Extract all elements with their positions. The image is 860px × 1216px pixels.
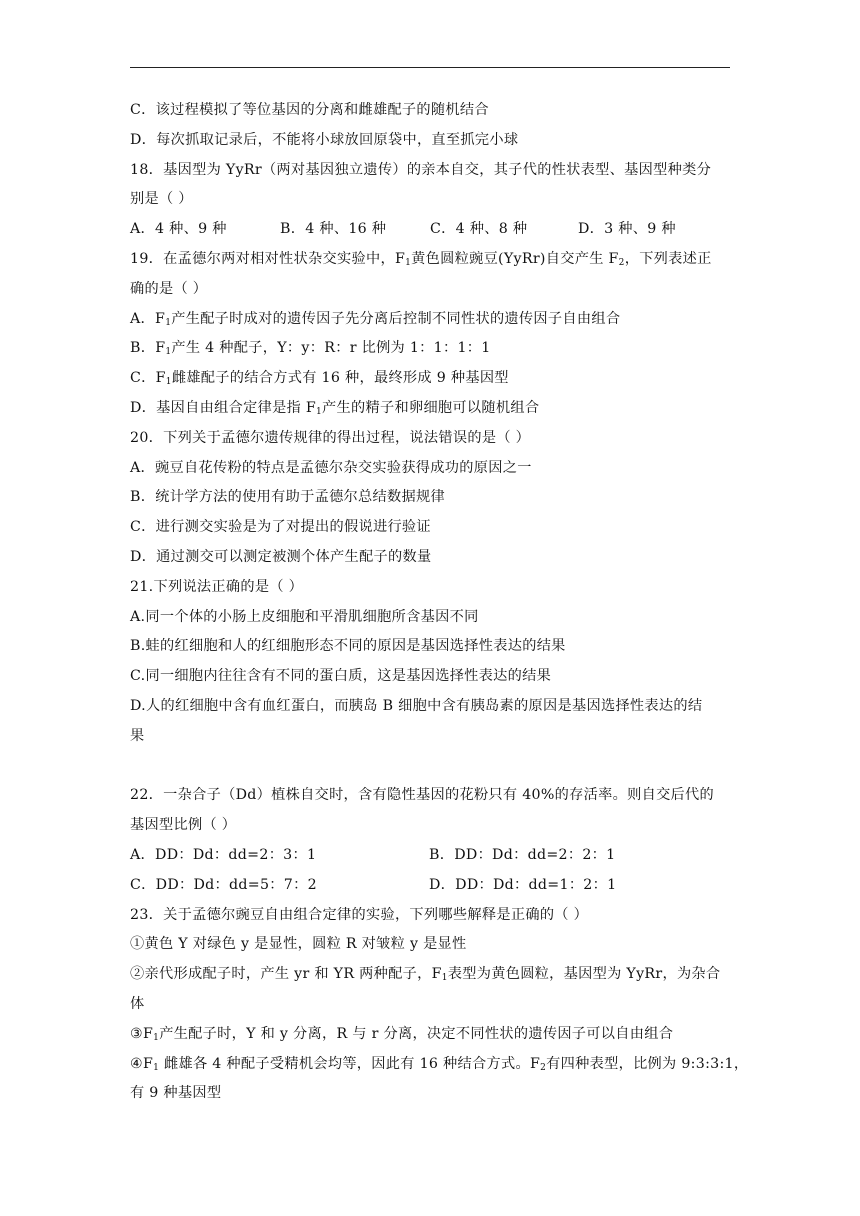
text-run: ，下列表述正 [624,250,712,267]
text-line [130,161,734,179]
text-run: D．通过测交可以测定被测个体产生配子的数量 [130,548,432,565]
text-line [130,935,734,953]
text-run: B.蛙的红细胞和人的红细胞形态不同的原因是基因选择性表达的结果 [130,638,566,655]
text-run: 产生 4 种配子，Y：y：R：r 比例为 1：1：1：1 [171,340,491,357]
text-line [130,190,734,208]
text-run: C．该过程模拟了等位基因的分离和雌雄配子的随机结合 [130,102,489,118]
text-line [130,518,734,536]
text-run: 18．基因型为 YyRr（两对基因独立遗传）的亲本自交，其子代的性状表型、基因型种类分 [130,161,712,178]
text-run: C．F [130,370,166,387]
text-run: ①黄色 Y 对绿色 y 是显性，圆粒 R 对皱粒 y 是显性 [130,936,467,953]
text-run: 确的是（ ） [130,280,208,297]
text-run: 果 [130,727,145,744]
text-run: 体 [130,995,145,1012]
text-line [130,697,734,715]
text-line [130,101,734,119]
text-run: A.同一个体的小肠上皮细胞和平滑肌细胞所含基因不同 [130,608,479,625]
text-run: 20．下列关于孟德尔遗传规律的得出过程，说法错误的是（ ） [130,429,531,446]
text-run: 别是（ ） [130,191,193,208]
text-line [130,429,734,447]
text-run: 基因型比例（ ） [130,817,237,834]
text-line [130,280,734,298]
subscript: 1 [165,347,172,358]
text-line [130,786,734,804]
subscript: 1 [316,406,323,417]
text-run: 21.下列说法正确的是（ ） [130,578,304,595]
header-rule [130,67,730,68]
text-run: 产生配子时成对的遗传因子先分离后控制不同性状的遗传因子自由组合 [171,310,621,327]
text-run: ③F [130,1025,154,1042]
option-choice: C．4 种、8 种 [430,221,528,238]
text-line [130,667,734,685]
text-line [130,816,734,834]
option-choice: A．4 种、9 种 [130,221,227,238]
text-line [130,369,734,387]
text-run: 有 9 种基因型 [130,1085,222,1102]
subscript: 2 [540,1062,547,1073]
text-line [130,906,734,924]
option-choice: C．DD：Dd：dd=5：7：2 [130,876,317,893]
text-line [130,965,734,983]
options-row [130,220,734,238]
document-body [130,101,749,1114]
text-line [130,339,734,357]
text-run: D．每次抓取记录后，不能将小球放回原袋中，直至抓完小球 [130,131,519,148]
text-run: ②亲代形成配子时，产生 yr 和 YR 两种配子，F [130,966,442,983]
text-run: B．F [130,340,166,357]
text-line [130,608,734,626]
text-run: A．F [130,310,166,327]
text-line [130,1055,749,1073]
text-run: B．统计学方法的使用有助于孟德尔总结数据规律 [130,489,445,506]
subscript: 1 [165,377,172,388]
text-line [130,548,734,566]
text-line [130,995,734,1013]
text-line [130,1025,734,1043]
text-run: D.人的红细胞中含有血红蛋白，而胰岛 B 细胞中含有胰岛素的原因是基因选择性表达的结 [130,697,703,714]
text-run: 19．在孟德尔两对相对性状杂交实验中，F [130,250,406,267]
text-run: 黄色圆粒豌豆(YyRr)自交产生 F [411,250,619,267]
text-line [130,578,734,596]
text-line [130,637,734,655]
text-line [130,131,734,149]
subscript: 1 [405,257,412,268]
text-line [130,488,734,506]
text-run: D．基因自由组合定律是指 F [130,399,316,416]
text-run: ④F [130,1055,154,1072]
text-run: C.同一细胞内往往含有不同的蛋白质，这是基因选择性表达的结果 [130,668,552,685]
option-choice: B．DD：Dd：dd=2：2：1 [429,846,616,863]
subscript: 1 [165,317,172,328]
options-row [130,876,734,894]
text-line [130,399,734,417]
text-run: 有四种表型，比例为 9:3:3:1， [546,1055,749,1072]
text-run: 表型为黄色圆粒，基因型为 YyRr，为杂合 [447,966,721,983]
subscript: 1 [441,973,448,984]
text-line [130,310,734,328]
text-run: 产生的精子和卵细胞可以随机组合 [322,399,540,416]
option-choice: A．DD：Dd：dd=2：3：1 [130,846,317,863]
subscript: 2 [618,257,625,268]
option-choice: D．3 种、9 种 [578,221,676,238]
text-run: A．豌豆自花传粉的特点是孟德尔杂交实验获得成功的原因之一 [130,459,532,476]
option-choice: D．DD：Dd：dd=1：2：1 [429,876,617,893]
text-run: C．进行测交实验是为了对提出的假说进行验证 [130,519,431,536]
text-run: 雌雄配子的结合方式有 16 种，最终形成 9 种基因型 [171,370,509,387]
text-run: 23．关于孟德尔豌豆自由组合定律的实验，下列哪些解释是正确的（ ） [130,906,589,923]
option-choice: B．4 种、16 种 [280,221,387,238]
text-line [130,250,734,268]
options-row [130,846,734,864]
text-line [130,459,734,477]
subscript: 1 [153,1032,160,1043]
text-run: 22．一杂合子（Dd）植株自交时，含有隐性基因的花粉只有 40%的存活率。则自交后代的 [130,787,715,804]
text-line [130,1084,734,1102]
text-line [130,727,734,745]
subscript: 1 [153,1062,160,1073]
text-run: 雌雄各 4 种配子受精机会均等，因此有 16 种结合方式。F [159,1055,541,1072]
text-run: 产生配子时，Y 和 y 分离，R 与 r 分离，决定不同性状的遗传因子可以自由组合 [159,1025,674,1042]
